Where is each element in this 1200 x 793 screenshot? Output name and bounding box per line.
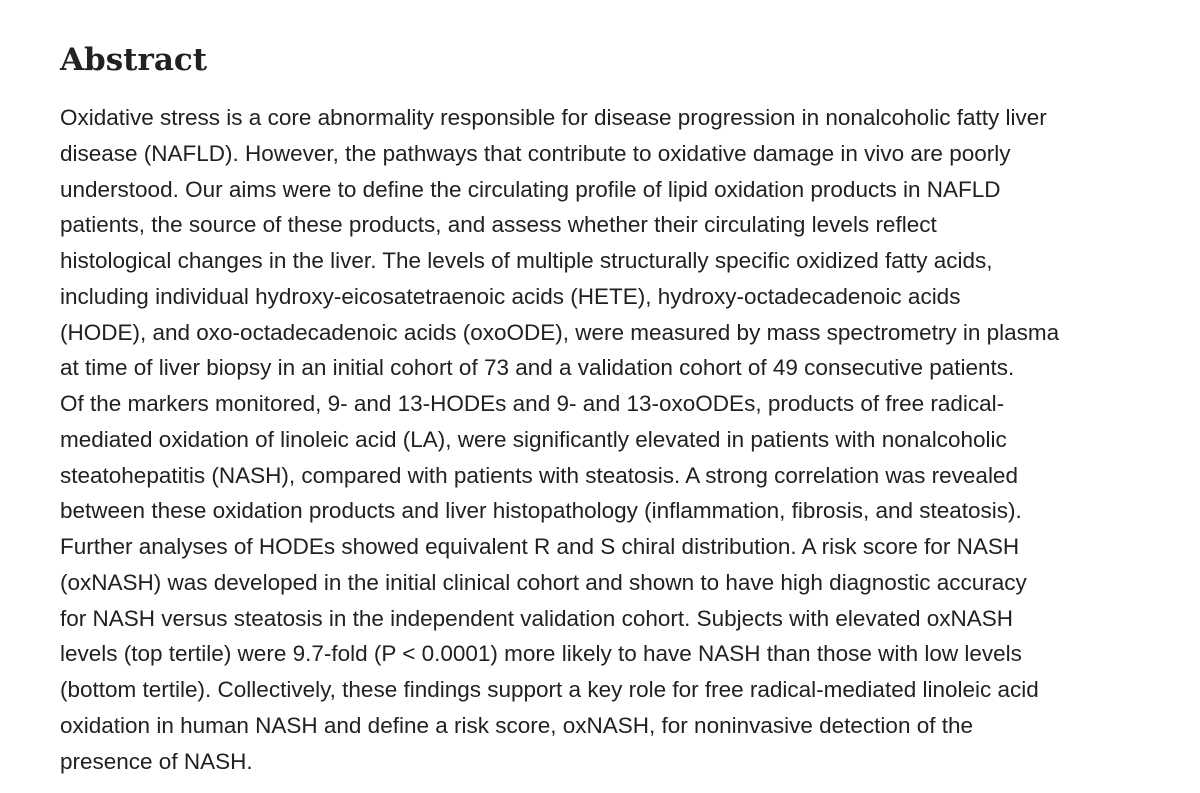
abstract-line: between these oxidation products and liver histopathology (inflammation, fibrosis, and steatosis).: [60, 498, 1022, 524]
abstract-line: Further analyses of HODEs showed equivalent R and S chiral distribution. A risk score for NASH: [60, 534, 1020, 559]
abstract-body: [60, 100, 1150, 779]
abstract-line: oxidation in human NASH and define a risk score, oxNASH, for noninvasive detection of the: [60, 712, 973, 738]
abstract-line: (HODE), and oxo-octadecadenoic acids (oxoODE), were measured by mass spectrometry in plasma: [60, 319, 1060, 345]
abstract-line: histological changes in the liver. The levels of multiple structurally specific oxidized fatty acids,: [60, 248, 993, 273]
abstract-line: for NASH versus steatosis in the independent validation cohort. Subjects with elevated oxNASH: [60, 605, 1014, 631]
abstract-line: disease (NAFLD). However, the pathways that contribute to oxidative damage in vivo are poorly: [60, 140, 1011, 166]
abstract-line: levels (top tertile) were 9.7-fold (P < 0.0001) more likely to have NASH than those with low levels: [60, 641, 1022, 667]
abstract-line: (bottom tertile). Collectively, these findings support a key role for free radical-mediated linoleic acid: [60, 677, 1039, 702]
abstract-section: [60, 38, 1150, 779]
abstract-line: understood. Our aims were to define the circulating profile of lipid oxidation products in NAFLD: [60, 176, 1001, 202]
abstract-line: presence of NASH.: [60, 748, 253, 774]
abstract-line: mediated oxidation of linoleic acid (LA), were significantly elevated in patients with nonalcoholic: [60, 426, 1007, 452]
abstract-line: patients, the source of these products, and assess whether their circulating levels reflect: [60, 212, 937, 238]
abstract-line: Of the markers monitored, 9- and 13-HODEs and 9- and 13-oxoODEs, products of free radical-: [60, 391, 1005, 416]
abstract-line: including individual hydroxy-eicosatetraenoic acids (HETE), hydroxy-octadecadenoic acids: [60, 283, 961, 309]
abstract-heading: Abstract: [60, 42, 208, 78]
abstract-line: (oxNASH) was developed in the initial clinical cohort and shown to have high diagnostic accuracy: [60, 569, 1027, 595]
abstract-line: Oxidative stress is a core abnormality responsible for disease progression in nonalcoholic fatty liver: [60, 105, 1047, 130]
abstract-line: at time of liver biopsy in an initial cohort of 73 and a validation cohort of 49 consecutive patients.: [60, 355, 1015, 381]
abstract-line: steatohepatitis (NASH), compared with patients with steatosis. A strong correlation was revealed: [60, 462, 1018, 488]
